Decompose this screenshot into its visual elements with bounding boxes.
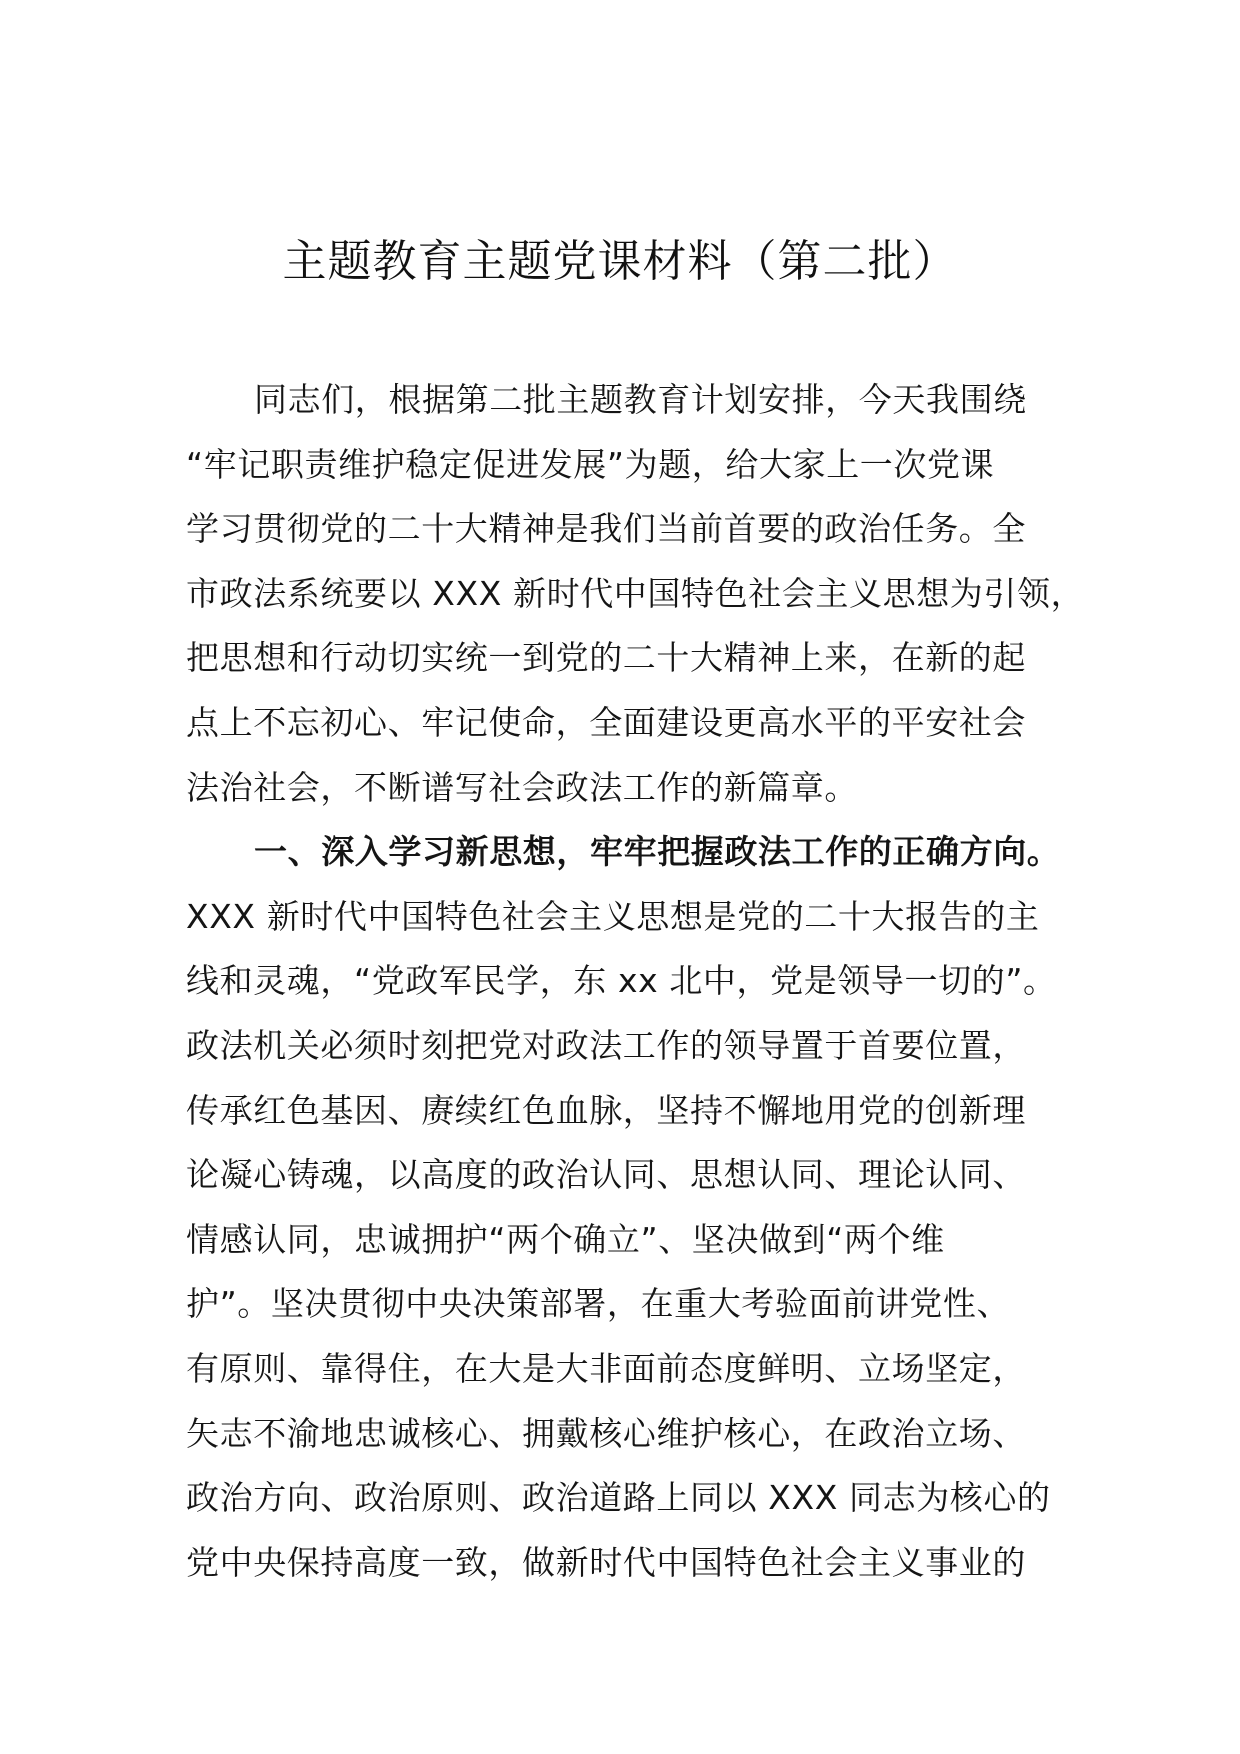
paragraph-line: 市政法系统要以 XXX 新时代中国特色社会主义思想为引领， bbox=[186, 573, 1085, 613]
paragraph-intro bbox=[186, 368, 1085, 820]
paragraph-line: 护”。坚决贯彻中央决策部署，在重大考验面前讲党性、 bbox=[186, 1284, 1011, 1324]
document-body bbox=[186, 368, 1085, 1595]
paragraph-line: 情感认同，忠诚拥护“两个确立”、坚决做到“两个维 bbox=[186, 1219, 945, 1259]
paragraph-line: 学习贯彻党的二十大精神是我们当前首要的政治任务。全 bbox=[186, 509, 1026, 549]
document-title: 主题教育主题党课材料（第二批） bbox=[282, 236, 958, 287]
paragraph-line: 同志们，根据第二批主题教育计划安排，今天我围绕 bbox=[254, 380, 1027, 419]
paragraph-line: 把思想和行动切实统一到党的二十大精神上来，在新的起 bbox=[186, 638, 1026, 678]
section-heading: 一、深入学习新思想，牢牢把握政法工作的正确方向。 bbox=[254, 832, 1061, 872]
paragraph-line: 党中央保持高度一致，做新时代中国特色社会主义事业的 bbox=[186, 1542, 1026, 1582]
paragraph-line: 矢志不渝地忠诚核心、拥戴核心维护核心，在政治立场、 bbox=[186, 1413, 1026, 1453]
paragraph-line: 论凝心铸魂，以高度的政治认同、思想认同、理论认同、 bbox=[186, 1155, 1026, 1195]
paragraph-line: 法治社会，不断谱写社会政法工作的新篇章。 bbox=[186, 767, 858, 807]
paragraph-line: 政治方向、政治原则、政治道路上同以 XXX 同志为核心的 bbox=[186, 1478, 1051, 1518]
paragraph-line: 有原则、靠得住，在大是大非面前态度鲜明、立场坚定， bbox=[186, 1348, 1026, 1388]
paragraph-line: 传承红色基因、赓续红色血脉，坚持不懈地用党的创新理 bbox=[186, 1090, 1026, 1130]
paragraph-line: 政法机关必须时刻把党对政法工作的领导置于首要位置， bbox=[186, 1025, 1026, 1065]
paragraph-line: 点上不忘初心、牢记使命，全面建设更高水平的平安社会 bbox=[186, 702, 1026, 742]
paragraph-section-one bbox=[186, 820, 1076, 1595]
paragraph-line: “牢记职责维护稳定促进发展”为题，给大家上一次党课 bbox=[186, 444, 995, 484]
paragraph-line: 线和灵魂，“党政军民学，东 xx 北中，党是领导一切的”。 bbox=[186, 961, 1057, 1001]
paragraph-line: XXX 新时代中国特色社会主义思想是党的二十大报告的主 bbox=[186, 896, 1040, 936]
